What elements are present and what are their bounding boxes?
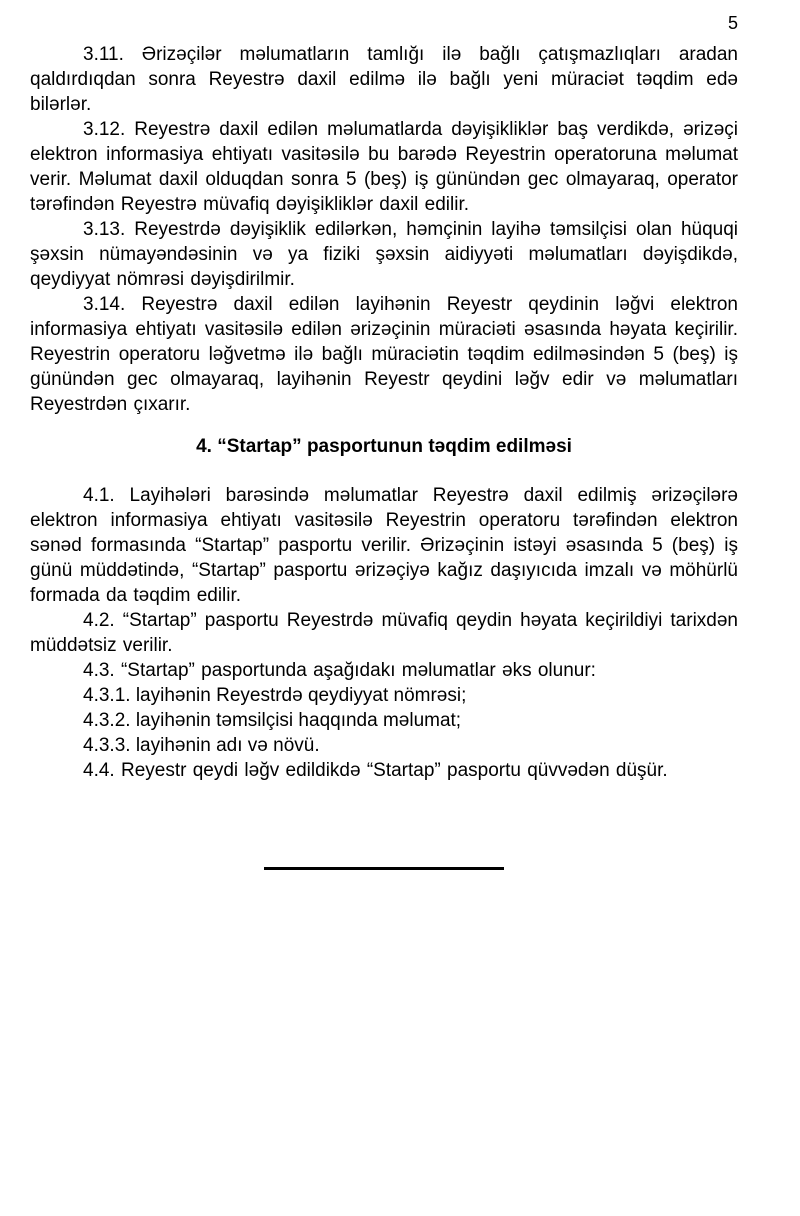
paragraph-4-2: 4.2. “Startap” pasportu Reyestrdə müvafiq qeydin həyata keçirildiyi tarixdən müddətsiz verilir. [30,610,738,656]
paragraph-3-11: 3.11. Ərizəçilər məlumatların tamlığı ilə bağlı çatışmazlıqları aradan qaldırdıqdan sonra Reyestrə daxil edilmə ilə bağlı yeni müraciət təqdim edə bilərlər. [30,44,738,115]
list-item-4-3-3: 4.3.3. layihənin adı və növü. [83,735,320,756]
page-number: 5 [727,13,738,33]
footnote-divider-rule [264,867,504,870]
paragraph-4-3: 4.3. “Startap” pasportunda aşağıdakı məlumatlar əks olunur: [83,660,596,681]
paragraph-3-12: 3.12. Reyestrə daxil edilən məlumatlarda dəyişikliklər baş verdikdə, ərizəçi elektron informasiya ehtiyatı vasitəsilə bu barədə Reyestrin operatoruna məlumat verir. Məlumat daxil olduqdan sonra 5 (beş) iş günündən gec olmayaraq, operator tərəfindən Reyestrə müvafiq dəyişikliklər daxil edilir. [30,119,738,215]
paragraph-4-4: 4.4. Reyestr qeydi ləğv edildikdə “Startap” pasportu qüvvədən düşür. [83,760,668,781]
paragraph-3-13: 3.13. Reyestrdə dəyişiklik edilərkən, həmçinin layihə təmsilçisi olan hüquqi şəxsin nümayəndəsinin və ya fiziki şəxsin aidiyyəti məlumatları dəyişdikdə, qeydiyyat nömrəsi dəyişdirilmir. [30,219,738,290]
list-item-4-3-2: 4.3.2. layihənin təmsilçisi haqqında məlumat; [83,710,462,731]
paragraph-4-1: 4.1. Layihələri barəsində məlumatlar Reyestrə daxil edilmiş ərizəçilərə elektron informasiya ehtiyatı vasitəsilə Reyestrin operatoru tərəfindən elektron sənəd formasında “Startap” pasportu verilir. Ərizəçinin istəyi əsasında 5 (beş) iş günü müddətində, “Startap” pasportu ərizəçiyə kağız daşıyıcıda imzalı və möhürlü formada da təqdim edilir. [30,485,738,606]
paragraph-3-14: 3.14. Reyestrə daxil edilən layihənin Reyestr qeydinin ləğvi elektron informasiya ehtiyatı vasitəsilə edilən ərizəçinin müraciəti əsasında həyata keçirilir. Reyestrin operatoru ləğvetmə ilə bağlı müraciətin təqdim edilməsindən 5 (beş) iş günündən gec olmayaraq, layihənin Reyestr qeydini ləğv edir və məlumatları Reyestrdən çıxarır. [30,294,738,415]
section-4-heading: 4. “Startap” pasportunun təqdim edilməsi [196,436,572,457]
list-item-4-3-1: 4.3.1. layihənin Reyestrdə qeydiyyat nömrəsi; [83,685,467,706]
